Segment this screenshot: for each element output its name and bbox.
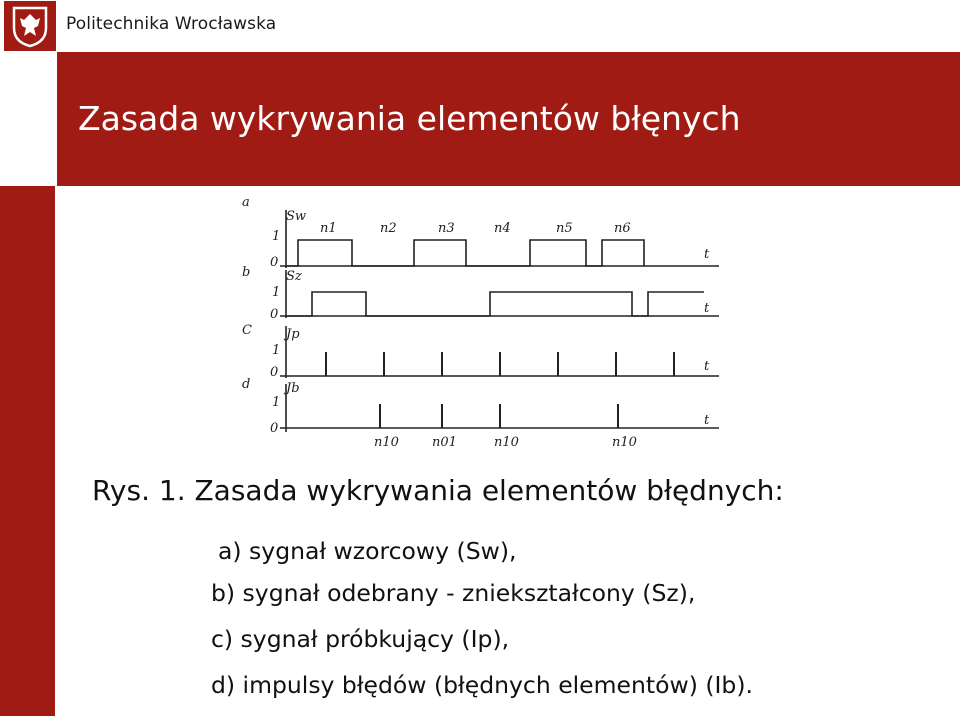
row-zero-b: 0 <box>270 307 279 322</box>
label-n5: n5 <box>556 221 573 236</box>
pulses-jb <box>380 404 618 428</box>
label-n3: n3 <box>438 221 455 236</box>
row-letter-b: b <box>242 265 251 280</box>
eagle-shield-icon <box>10 4 50 48</box>
left-accent-bar <box>0 186 55 716</box>
row-one-d: 1 <box>272 395 281 410</box>
row-signal-d: Jb <box>286 381 300 396</box>
list-item-b: b) sygnał odebrany - zniekształcony (Sz), <box>211 579 696 607</box>
row-one-a: 1 <box>272 229 281 244</box>
row-t-b: t <box>704 301 710 316</box>
row-signal-c: Jp <box>286 327 300 342</box>
university-logo <box>4 1 56 51</box>
row-t-d: t <box>704 413 710 428</box>
label-d-1: n10 <box>374 435 399 450</box>
row-letter-d: d <box>242 377 251 392</box>
row-zero-d: 0 <box>270 421 279 436</box>
figure-caption: Rys. 1. Zasada wykrywania elementów błędnych: <box>92 474 784 507</box>
label-d-2: n01 <box>432 435 457 450</box>
label-n1: n1 <box>320 221 337 236</box>
left-spacer <box>0 54 55 186</box>
label-d-3: n10 <box>494 435 519 450</box>
label-n4: n4 <box>494 221 511 236</box>
row-zero-c: 0 <box>270 365 279 380</box>
row-letter-a: a <box>242 195 250 210</box>
signal-sw <box>286 240 644 266</box>
timing-diagram <box>224 188 764 452</box>
row-one-c: 1 <box>272 343 281 358</box>
row-one-b: 1 <box>272 285 281 300</box>
list-item-d: d) impulsy błędów (błędnych elementów) (Ib). <box>211 671 753 699</box>
label-d-4: n10 <box>612 435 637 450</box>
row-zero-a: 0 <box>270 255 279 270</box>
university-name: Politechnika Wrocławska <box>66 14 277 34</box>
row-signal-b: Sz <box>286 269 302 284</box>
list-item-a: a) sygnał wzorcowy (Sw), <box>218 537 517 565</box>
signal-sz <box>286 292 704 316</box>
row-t-c: t <box>704 359 710 374</box>
row-t-a: t <box>704 247 710 262</box>
list-item-c: c) sygnał próbkujący (Ip), <box>211 625 510 653</box>
row-letter-c: C <box>242 323 252 338</box>
label-n6: n6 <box>614 221 631 236</box>
row-signal-a: Sw <box>286 209 307 224</box>
label-n2: n2 <box>380 221 397 236</box>
pulses-jp <box>326 352 674 376</box>
slide-title: Zasada wykrywania elementów błęnych <box>78 99 741 138</box>
